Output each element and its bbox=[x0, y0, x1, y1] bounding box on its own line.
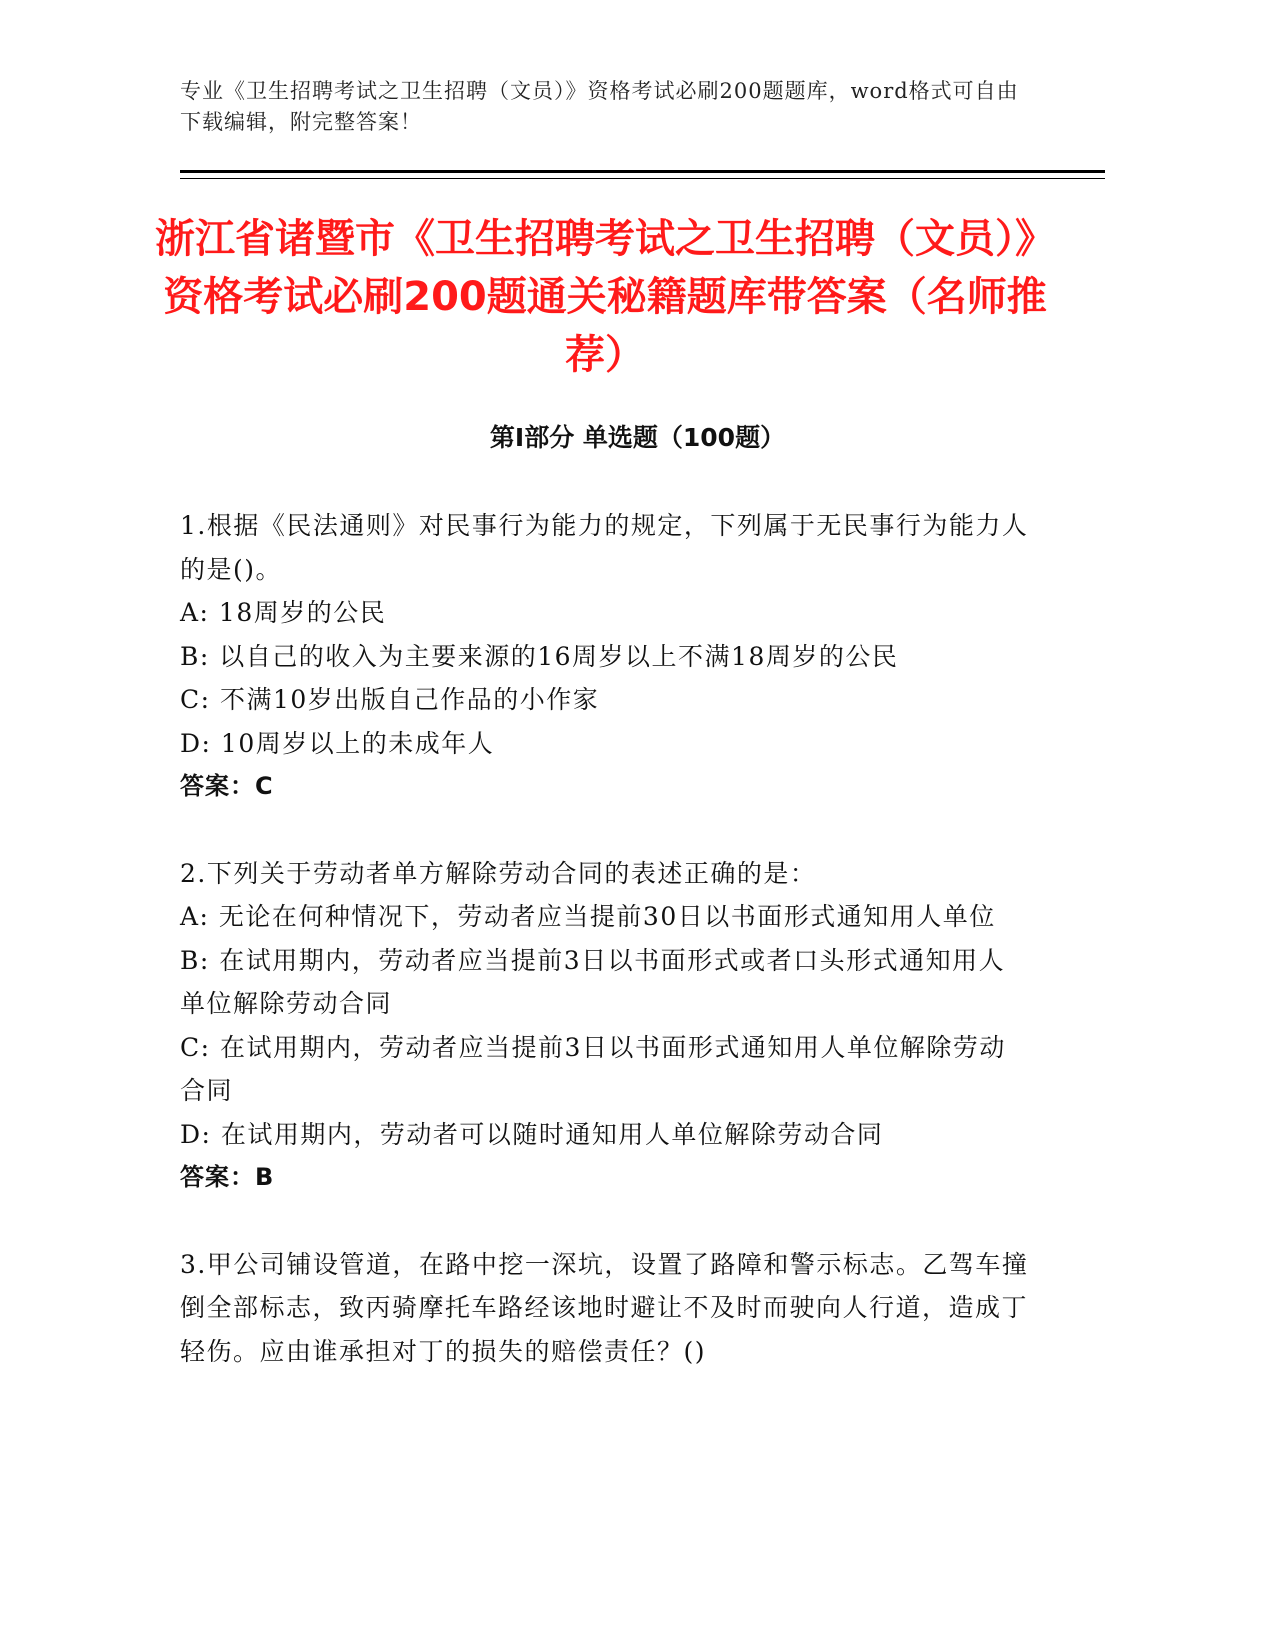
question-2 bbox=[180, 852, 1030, 1200]
option-d: D: 10周岁以上的未成年人 bbox=[180, 728, 495, 758]
question-text: 1.根据《民法通则》对民事行为能力的规定，下列属于无民事行为能力人的是()。 bbox=[180, 511, 1029, 584]
question-list bbox=[180, 504, 1030, 1416]
option-a: A: 无论在何种情况下，劳动者应当提前30日以书面形式通知用人单位 bbox=[180, 902, 996, 931]
option-c: C: 在试用期内，劳动者应当提前3日以书面形式通知用人单位解除劳动合同 bbox=[180, 1032, 1006, 1105]
document-title: 浙江省诸暨市《卫生招聘考试之卫生招聘（文员）》资格考试必刷200题通关秘籍题库带答案（名师推荐） bbox=[155, 216, 1055, 378]
answer-label: 答案：B bbox=[180, 1163, 275, 1191]
question-3 bbox=[180, 1243, 1030, 1374]
option-d: D: 在试用期内，劳动者可以随时通知用人单位解除劳动合同 bbox=[180, 1119, 884, 1149]
option-a: A: 18周岁的公民 bbox=[180, 598, 387, 627]
option-b: B: 以自己的收入为主要来源的16周岁以上不满18周岁的公民 bbox=[180, 641, 899, 671]
question-text: 2.下列关于劳动者单方解除劳动合同的表述正确的是： bbox=[180, 858, 817, 888]
header-note: 专业《卫生招聘考试之卫生招聘（文员）》资格考试必刷200题题库，word格式可自由下载编辑，附完整答案！ bbox=[180, 79, 1019, 134]
header-divider-thick bbox=[180, 170, 1105, 173]
option-b: B: 在试用期内，劳动者应当提前3日以书面形式或者口头形式通知用人单位解除劳动合同 bbox=[180, 945, 1006, 1018]
answer-label: 答案：C bbox=[180, 772, 274, 800]
option-c: C: 不满10岁出版自己作品的小作家 bbox=[180, 685, 600, 714]
section-heading: 第I部分 单选题（100题） bbox=[489, 423, 786, 452]
header-divider-thin bbox=[180, 178, 1105, 179]
question-text: 3.甲公司铺设管道，在路中挖一深坑，设置了路障和警示标志。乙驾车撞倒全部标志，致丙骑摩托车路经该地时避让不及时而驶向人行道，造成丁轻伤。应由谁承担对丁的损失的赔偿责任？() bbox=[180, 1249, 1029, 1366]
question-1 bbox=[180, 504, 1030, 809]
